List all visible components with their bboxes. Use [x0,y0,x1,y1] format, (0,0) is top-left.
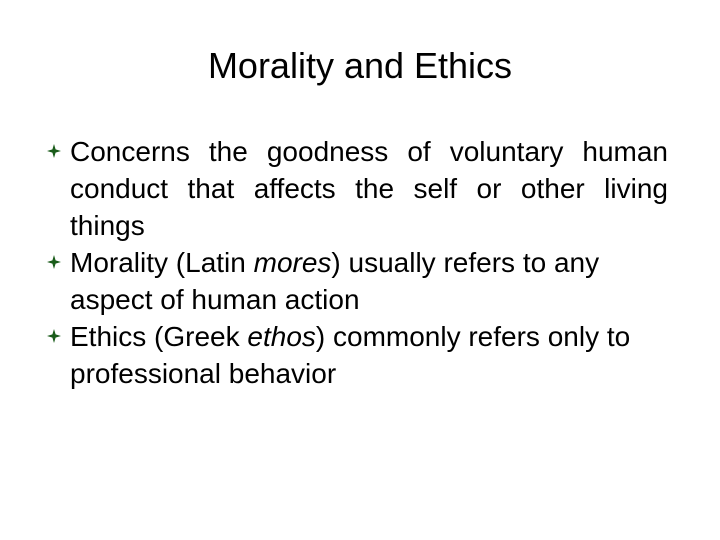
bullet-item-ethics [46,318,668,392]
bullet-list [46,133,668,392]
latin-term: mores [253,247,332,278]
bullet-text-end: ) usually refers to any aspect of human action [70,247,600,315]
diamond-bullet-icon [46,143,62,159]
bullet-item-conduct [46,133,668,244]
bullet-item-morality [46,244,668,318]
slide-title: Morality and Ethics [207,45,513,86]
bullet-text-end: ) commonly refers only to professional behavior [70,321,631,389]
greek-term: ethos [247,321,316,352]
bullet-text-start: Ethics (Greek [70,321,248,352]
diamond-bullet-icon [46,254,62,270]
bullet-text-start: Morality (Latin [70,247,254,278]
diamond-bullet-icon [46,328,62,344]
bullet-text: Concerns the goodness of voluntary human conduct that affects the self or other living things [70,136,668,241]
